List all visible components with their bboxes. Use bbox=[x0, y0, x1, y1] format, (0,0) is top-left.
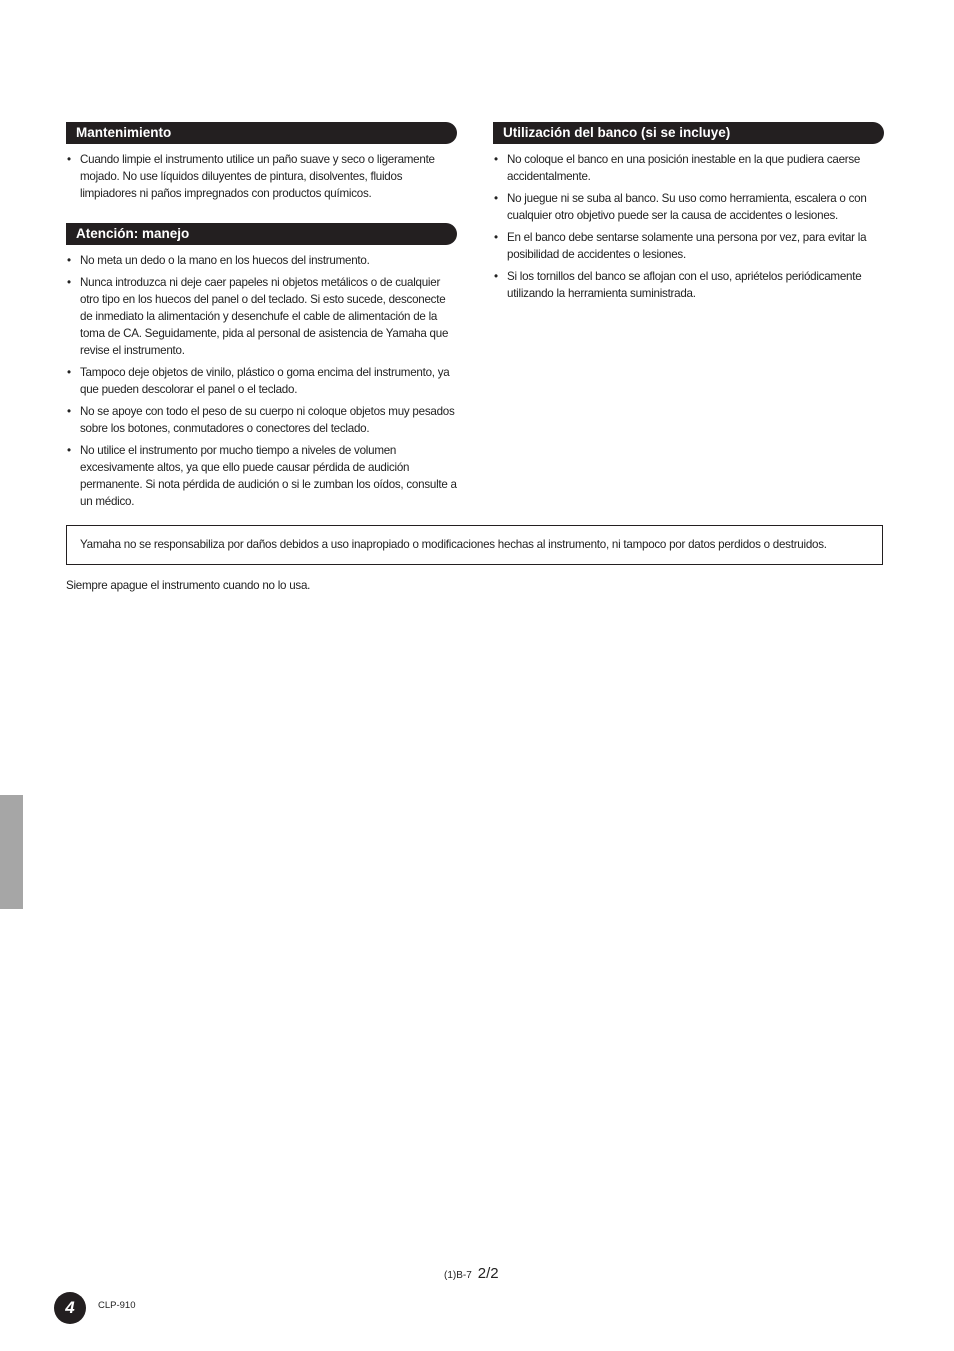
bullet-icon: • bbox=[67, 153, 71, 166]
bullet-icon: • bbox=[67, 444, 71, 457]
section-maintenance bbox=[66, 122, 457, 202]
section-heading: Utilización del banco (si se incluye) bbox=[493, 122, 884, 144]
list-item: • No coloque el banco en una posición inestable en la que pudiera caerse accidentalmente. bbox=[494, 153, 861, 183]
bullet-icon: • bbox=[494, 270, 498, 283]
list-item: • Tampoco deje objetos de vinilo, plástico o goma encima del instrumento, ya que pueden descolorar el panel o el teclado. bbox=[67, 366, 450, 396]
left-column bbox=[66, 122, 457, 531]
bullet-icon: • bbox=[494, 153, 498, 166]
model-name: CLP-910 bbox=[98, 1300, 136, 1311]
list-item: • Nunca introduzca ni deje caer papeles ni objetos metálicos o de cualquier otro tipo en los huecos del panel o del teclado. Si esto sucede, desconecte de inmediato la alimentación y desenchufe el cable de alimentación de la toma de CA. Seguidamente, pida al personal de asistencia de Yamaha que revise el instrumento. bbox=[67, 276, 449, 357]
list-item: • No meta un dedo o la mano en los huecos del instrumento. bbox=[67, 254, 370, 267]
list-item: • No se apoye con todo el peso de su cuerpo ni coloque objetos muy pesados sobre los botones, conmutadores o conectores del teclado. bbox=[67, 405, 455, 435]
part-indicator: 2/2 bbox=[477, 1265, 499, 1282]
list-item: • Cuando limpie el instrumento utilice un paño suave y seco o ligeramente mojado. No use líquidos diluyentes de pintura, disolventes, fluidos limpiadores ni paños impregnados con productos químicos. bbox=[67, 153, 435, 200]
bullet-icon: • bbox=[67, 254, 71, 267]
bullet-list bbox=[66, 252, 457, 510]
document-code: (1)B-7 2/2 bbox=[444, 1265, 499, 1282]
section-heading: Atención: manejo bbox=[66, 223, 457, 245]
section-bench bbox=[493, 122, 884, 302]
list-item: • No utilice el instrumento por mucho tiempo a niveles de volumen excesivamente altos, ya que ello puede causar pérdida de audición permanente. Si nota pérdida de audición o si le zumban los oídos, consulte a un médico. bbox=[67, 444, 457, 508]
section-handling bbox=[66, 223, 457, 510]
bullet-icon: • bbox=[494, 231, 498, 244]
page-number: 4 bbox=[54, 1292, 86, 1324]
side-tab bbox=[0, 795, 23, 909]
bullet-icon: • bbox=[67, 405, 71, 418]
liability-notice: Yamaha no se responsabiliza por daños debidos a uso inapropiado o modificaciones hechas al instrumento, ni tampoco por datos perdidos o destruidos. bbox=[66, 525, 883, 565]
list-item: • No juegue ni se suba al banco. Su uso como herramienta, escalera o con cualquier otro objetivo puede ser la causa de accidentes o lesiones. bbox=[494, 192, 867, 222]
section-heading: Mantenimiento bbox=[66, 122, 457, 144]
bullet-icon: • bbox=[494, 192, 498, 205]
bullet-list bbox=[493, 151, 884, 302]
bullet-icon: • bbox=[67, 366, 71, 379]
bullet-icon: • bbox=[67, 276, 71, 289]
bullet-list bbox=[66, 151, 457, 202]
right-column bbox=[493, 122, 884, 323]
power-off-note: Siempre apague el instrumento cuando no lo usa. bbox=[66, 579, 311, 592]
list-item: • En el banco debe sentarse solamente una persona por vez, para evitar la posibilidad de accidentes o lesiones. bbox=[494, 231, 867, 261]
list-item: • Si los tornillos del banco se aflojan con el uso, apriételos periódicamente utilizando la herramienta suministrada. bbox=[494, 270, 862, 300]
